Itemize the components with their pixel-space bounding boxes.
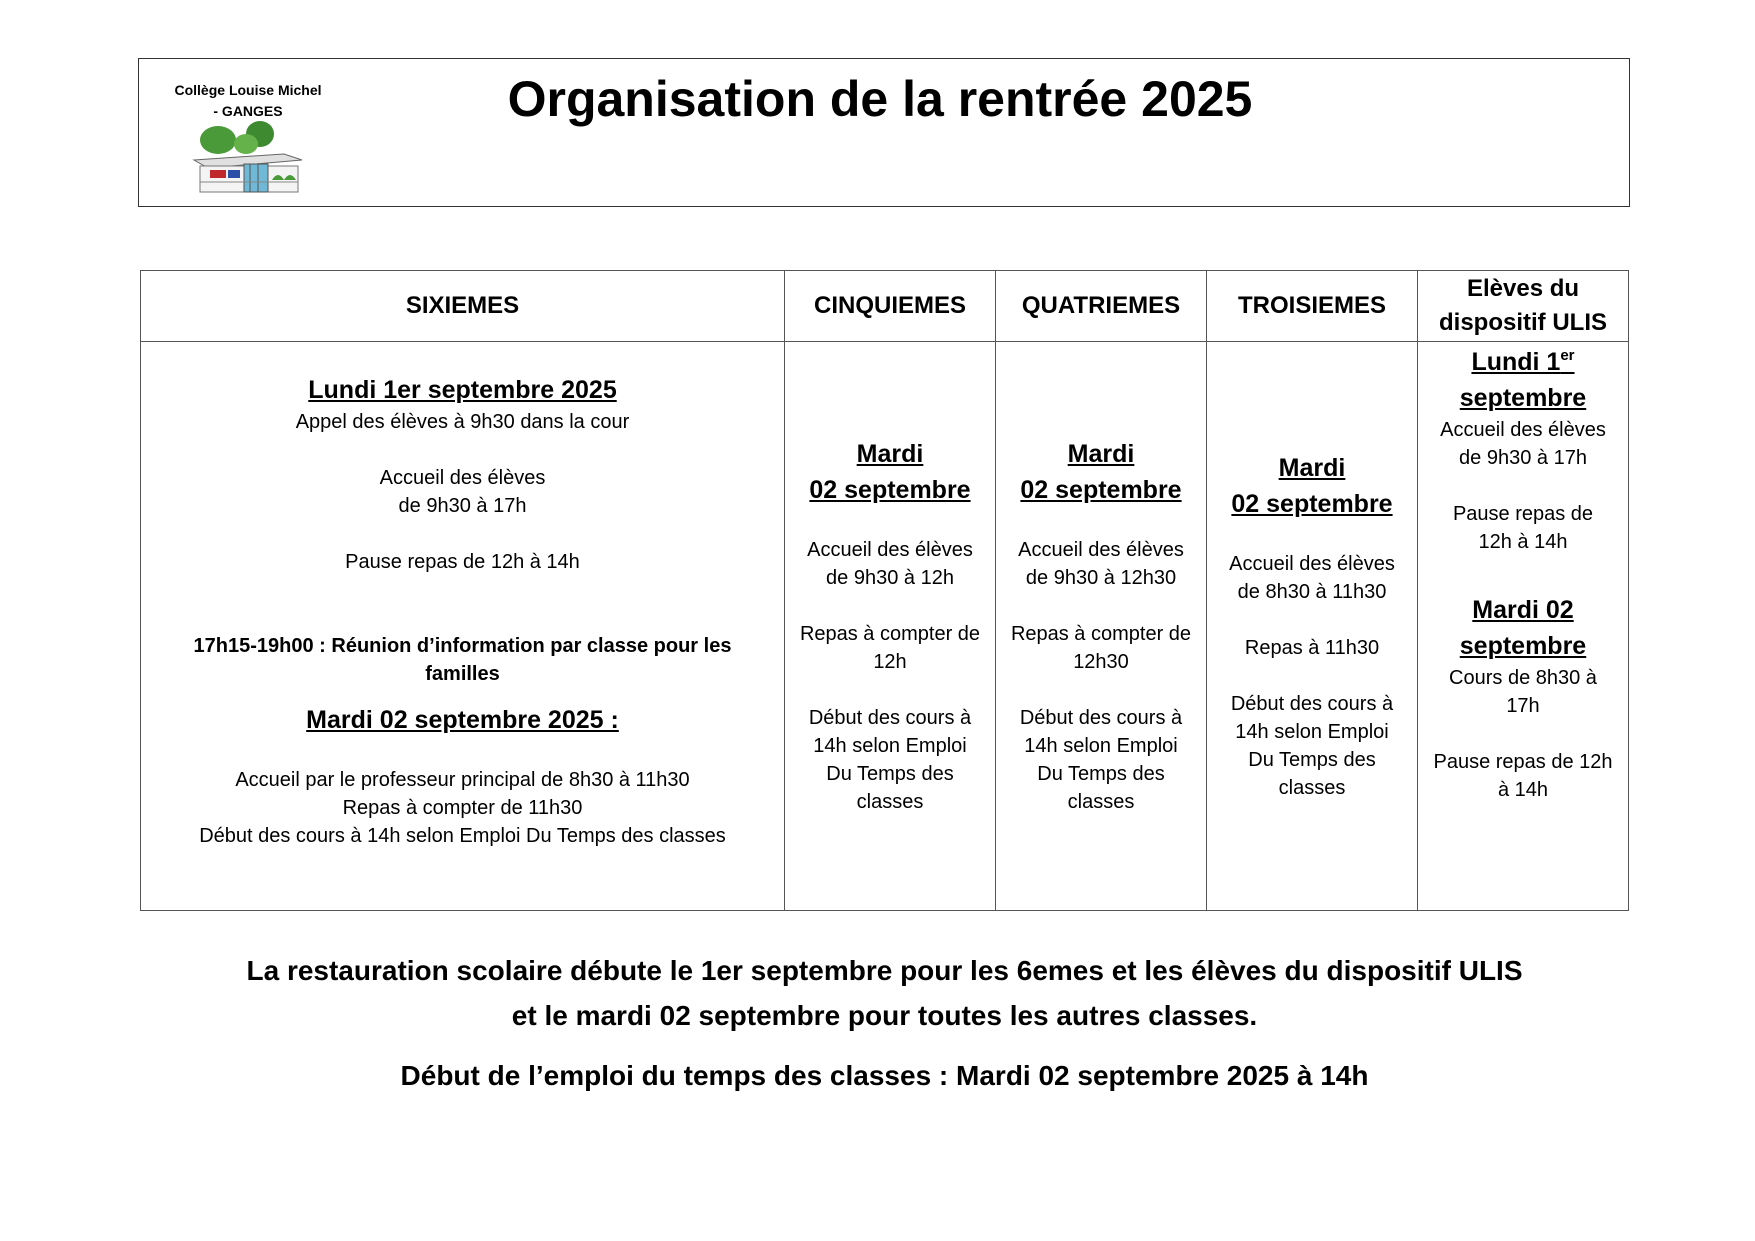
ulis-lunch2-line1: Pause repas de 12h (1433, 751, 1613, 773)
ulis-lunch1-line2: 12h à 14h (1478, 531, 1568, 553)
quatriemes-start-line2: 14h selon Emploi (1024, 735, 1178, 757)
quatriemes-day-line1: Mardi (1067, 440, 1135, 468)
troisiemes-start-line4: classes (1278, 777, 1346, 799)
quatriemes-welcome-line1: Accueil des élèves (1018, 539, 1184, 561)
troisiemes-start-line3: Du Temps des (1248, 749, 1376, 771)
sixiemes-welcome-line2: de 9h30 à 17h (398, 495, 527, 517)
cinquiemes-lunch-line1: Repas à compter de (799, 623, 981, 645)
school-name-line1: Collège Louise Michel (174, 82, 322, 98)
ulis-day2-line2: septembre (1459, 632, 1587, 660)
cinquiemes-start-line1: Début des cours à (808, 707, 972, 729)
cinquiemes-start-line2: 14h selon Emploi (813, 735, 967, 757)
cell-sixiemes (141, 342, 785, 911)
troisiemes-day-line1: Mardi (1278, 454, 1346, 482)
cell-quatriemes (996, 342, 1207, 911)
cinquiemes-welcome-line2: de 9h30 à 12h (826, 567, 954, 589)
sixiemes-meeting: 17h15-19h00 : Réunion d’information par classe pour les familles (193, 635, 732, 685)
cell-troisiemes (1207, 342, 1418, 911)
troisiemes-day-line2: 02 septembre (1231, 490, 1393, 518)
school-name-line2: - GANGES (213, 103, 283, 119)
sixiemes-day1: Lundi 1er septembre 2025 (308, 376, 617, 404)
troisiemes-lunch: Repas à 11h30 (1244, 637, 1380, 659)
sixiemes-day2: Mardi 02 septembre 2025 : (306, 706, 619, 734)
quatriemes-start-line4: classes (1067, 791, 1135, 813)
troisiemes-start-line2: 14h selon Emploi (1235, 721, 1389, 743)
troisiemes-welcome-line1: Accueil des élèves (1229, 553, 1395, 575)
header-ulis: Elèves du dispositif ULIS (1418, 271, 1629, 342)
ulis-lunch2-line2: à 14h (1497, 779, 1549, 801)
sixiemes-lunch: Pause repas de 12h à 14h (345, 551, 580, 573)
cell-cinquiemes (785, 342, 996, 911)
footer-line1: La restauration scolaire débute le 1er septembre pour les 6emes et les élèves du dispositif ULIS (246, 955, 1523, 986)
cinquiemes-welcome-line1: Accueil des élèves (807, 539, 973, 561)
school-building-logo (188, 120, 308, 196)
ulis-courses-line2: 17h (1506, 695, 1540, 717)
sixiemes-call: Appel des élèves à 9h30 dans la cour (295, 411, 630, 433)
cinquiemes-start-line3: Du Temps des (826, 763, 954, 785)
sixiemes-day2-line3: Début des cours à 14h selon Emploi Du Temps des classes (199, 825, 726, 847)
sixiemes-welcome-line1: Accueil des élèves (379, 467, 546, 489)
ulis-lunch1-line1: Pause repas de (1452, 503, 1594, 525)
quatriemes-lunch-line2: 12h30 (1073, 651, 1129, 673)
quatriemes-welcome-line2: de 9h30 à 12h30 (1025, 567, 1177, 589)
footer-line3: Début de l’emploi du temps des classes : Mardi 02 septembre 2025 à 14h (400, 1060, 1369, 1091)
troisiemes-welcome-line2: de 8h30 à 11h30 (1237, 581, 1387, 603)
quatriemes-lunch-line1: Repas à compter de (1010, 623, 1192, 645)
ulis-day2-line1: Mardi 02 (1472, 596, 1574, 624)
quatriemes-start-line1: Début des cours à (1019, 707, 1183, 729)
ulis-courses-line1: Cours de 8h30 à (1449, 667, 1597, 689)
cinquiemes-day-line1: Mardi (856, 440, 924, 468)
ulis-day1-sup: er (1560, 347, 1575, 364)
schedule-table (140, 270, 1629, 911)
school-name (164, 80, 332, 122)
ulis-welcome-line2: de 9h30 à 17h (1459, 447, 1587, 469)
troisiemes-start-line1: Début des cours à (1230, 693, 1394, 715)
table-header-row (141, 271, 1629, 342)
header-quatriemes: QUATRIEMES (996, 271, 1207, 342)
ulis-welcome-line1: Accueil des élèves (1440, 419, 1606, 441)
sixiemes-day2-line1: Accueil par le professeur principal de 8h30 à 11h30 (235, 769, 690, 791)
header-sixiemes: SIXIEMES (141, 271, 785, 342)
cinquiemes-start-line4: classes (856, 791, 924, 813)
sixiemes-day2-line2: Repas à compter de 11h30 (342, 797, 583, 819)
ulis-day1-line1 (1430, 344, 1616, 380)
footer-line2: et le mardi 02 septembre pour toutes les autres classes. (511, 1000, 1258, 1031)
table-body-row (141, 342, 1629, 911)
ulis-day1-line2: septembre (1459, 384, 1587, 412)
cell-ulis (1418, 342, 1629, 911)
cinquiemes-lunch-line2: 12h (873, 651, 907, 673)
quatriemes-day-line2: 02 septembre (1020, 476, 1182, 504)
header-cinquiemes: CINQUIEMES (785, 271, 996, 342)
page-title: Organisation de la rentrée 2025 (507, 71, 1253, 127)
quatriemes-start-line3: Du Temps des (1037, 763, 1165, 785)
ulis-day1-main: Lundi 1 (1471, 348, 1561, 376)
cinquiemes-day-line2: 02 septembre (809, 476, 971, 504)
header-troisiemes: TROISIEMES (1207, 271, 1418, 342)
